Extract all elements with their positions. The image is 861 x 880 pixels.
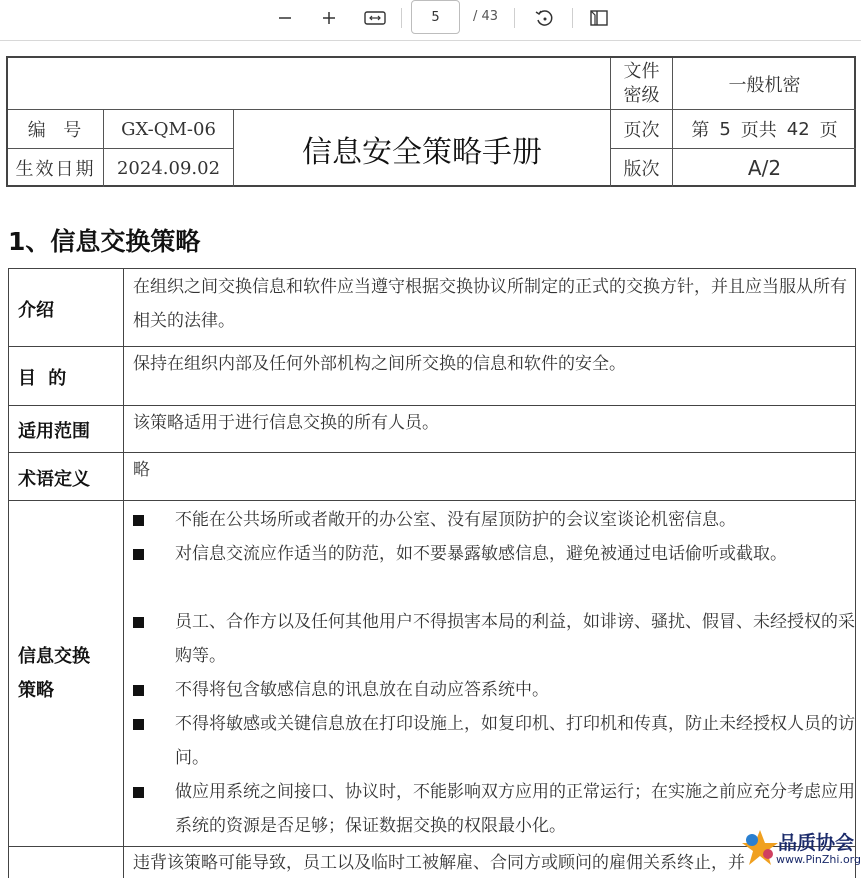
row-label-intro: 介绍 (18, 300, 54, 321)
row-label-terms: 术语定义 (18, 469, 90, 490)
bullet-square-icon (133, 685, 144, 696)
watermark-name: 品质协会 (778, 832, 855, 854)
row-text-intro: 在组织之间交换信息和软件应当遵守根据交换协议所制定的正式的交换方针，并且应当服从所有相关的法律。 (133, 277, 847, 331)
toolbar-divider (572, 8, 573, 28)
bullet-text: 不得将包含敏感信息的讯息放在自动应答系统中。 (175, 680, 549, 700)
fit-width-button[interactable] (360, 4, 390, 32)
bullet-text: 员工、合作方以及任何其他用户不得损害本局的利益，如诽谤、骚扰、假冒、未经授权的采购等。 (175, 612, 855, 666)
row-text-violation: 违背该策略可能导致，员工以及临时工被解雇、合同方或顾问的雇佣关系终止，并 (133, 853, 745, 873)
page-view-button[interactable] (584, 4, 614, 32)
zoom-in-button[interactable] (314, 4, 344, 32)
toolbar-divider (514, 8, 515, 28)
toolbar-divider (401, 8, 402, 28)
page-view-icon (589, 9, 609, 27)
page-label: 页次 (623, 120, 660, 141)
effective-date-value: 2024.09.02 (116, 157, 221, 179)
bullet-text: 对信息交流应作适当的防范，如不要暴露敏感信息，避免被通过电话偷听或截取。 (175, 544, 787, 564)
version-label: 版次 (623, 159, 660, 180)
bullet-text: 做应用系统之间接口、协议时，不能影响双方应用的正常运行；在实施之前应充分考虑应用系统的资源是否足够；保证数据交换的权限最小化。 (175, 782, 855, 836)
table-border (123, 268, 124, 878)
document-header-table (6, 56, 856, 187)
page-value-prefix: 第 (691, 120, 710, 141)
plus-icon (321, 10, 337, 26)
page-value-current: 5 (719, 118, 731, 140)
bullet-square-icon (133, 617, 144, 628)
bullet-text: 不能在公共场所或者敞开的办公室、没有屋顶防护的会议室谈论机密信息。 (175, 510, 736, 530)
page-value-total: 42 (786, 118, 810, 140)
minus-icon (277, 10, 293, 26)
zoom-out-button[interactable] (270, 4, 300, 32)
security-level-label: 文件 密级 (623, 60, 660, 106)
page-number-input[interactable] (411, 0, 460, 34)
row-label-exchange-policy: 信息交换 策略 (18, 646, 90, 701)
row-text-scope: 该策略适用于进行信息交换的所有人员。 (133, 413, 439, 433)
bullet-square-icon (133, 549, 144, 560)
row-text-terms: 略 (133, 460, 150, 480)
row-label-purpose: 目 的 (18, 368, 67, 389)
page-total: / 43 (473, 9, 499, 24)
table-border (8, 500, 856, 501)
bullet-square-icon (133, 787, 144, 798)
watermark-logo (740, 826, 861, 871)
page-value-mid: 页共 (740, 120, 777, 141)
version-value: A/2 (747, 156, 782, 180)
doc-code-value: GX-QM-06 (121, 118, 216, 140)
fit-width-icon (364, 10, 386, 26)
document-title: 信息安全策略手册 (302, 134, 542, 170)
page-value (673, 110, 856, 148)
table-border (8, 268, 9, 878)
bullet-square-icon (133, 515, 144, 526)
effective-date-label: 生效日期 (15, 159, 96, 180)
table-border (8, 268, 856, 269)
section-title: 1、信息交换策略 (8, 227, 201, 256)
security-level-value: 一般机密 (728, 74, 801, 96)
bullet-square-icon (133, 719, 144, 730)
rotate-icon (534, 8, 554, 28)
doc-code-label: 编 号 (27, 120, 84, 141)
page-value-suffix: 页 (819, 120, 838, 141)
pdf-toolbar (0, 0, 861, 41)
policy-table (8, 268, 856, 878)
row-label-scope: 适用范围 (18, 421, 90, 442)
row-text-purpose: 保持在组织内部及任何外部机构之间所交换的信息和软件的安全。 (133, 354, 626, 374)
rotate-button[interactable] (529, 4, 559, 32)
watermark-url: www.PinZhi.org (776, 853, 861, 866)
star-logo-icon (740, 828, 780, 868)
bullet-text: 不得将敏感或关键信息放在打印设施上，如复印机、打印机和传真，防止未经授权人员的访问。 (175, 714, 855, 768)
